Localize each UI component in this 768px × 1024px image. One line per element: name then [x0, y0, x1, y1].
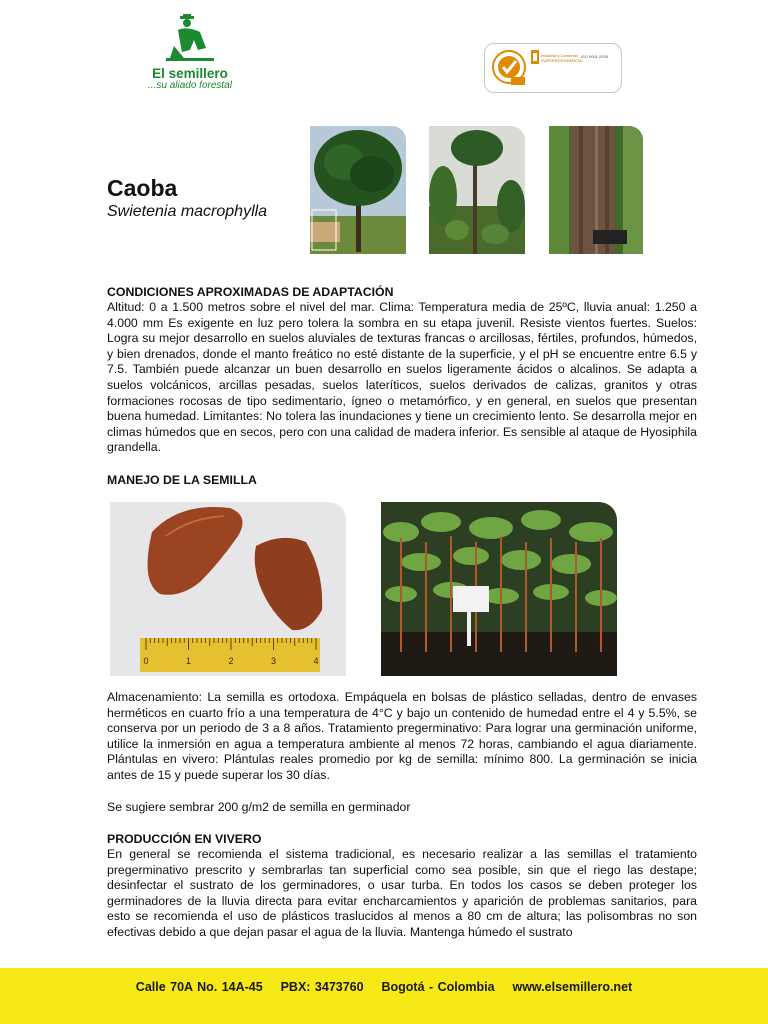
- tree-photo-crown: [310, 126, 406, 254]
- heading-adaptation: CONDICIONES APROXIMADAS DE ADAPTACIÓN: [107, 285, 394, 299]
- brand-tagline: ...su aliado forestal: [148, 80, 232, 91]
- heading-seed: MANEJO DE LA SEMILLA: [107, 473, 257, 487]
- footer-bar: [0, 968, 768, 1024]
- tree-photo-trunk: [549, 126, 643, 254]
- tree-photo-plantation: [429, 126, 525, 254]
- certification-box: [484, 43, 622, 93]
- brand-name: El semillero: [152, 66, 228, 81]
- adaptation-paragraph: Altitud: 0 a 1.500 metros sobre el nivel del mar. Clima: Temperatura media de 25ºC, lluvia anual: 1.250 a 4.000 mm Es exigente en luz pero tolera la sombra en su etapa juvenil. Resiste vientos fuertes. Suelos: Logra su mejor desarrollo en suelos aluviales de texturas francas o arcillosas, fértiles, profundos, húmedos, y bien drenados, donde el manto freático no esté distante de la superficie, y el pH se encuentre entre 6.5 y 7.5. También puede alcanzar un buen desarrollo en suelos ligeramente ácidos o alcalinos. Se adapta a suelos volcánicos, arcillas pesadas, suelos lateríticos, suelos derivados de calizas, granitos y otras formaciones rocosas de tipo sedimentario, ígneo o metamórfico, y en general, en suelos que presentan buena humedad. Limitantes: No tolera las inundaciones y tiene un crecimiento lento. Se desarrolla mejor en climas húmedos que en secos, pero con una calidad de madera inferior. Es sensible al ataque de Hyosiphila grandella.: [107, 300, 697, 455]
- footer-address: Calle 70A No. 14A-45 PBX: 3473760 Bogotá - Colombia www.elsemillero.net: [135, 980, 633, 994]
- species-common-name: Caoba: [107, 175, 178, 201]
- certification-seal-icon: [491, 49, 527, 87]
- company-logo: [140, 14, 240, 91]
- ruler-label: 4: [313, 656, 319, 666]
- seed-photo: [110, 502, 346, 676]
- ruler-label: 2: [228, 656, 234, 666]
- species-scientific-name: Swietenia macrophylla: [107, 203, 268, 220]
- seed-sowing-note: Se sugiere sembrar 200 g/m2 de semilla en germinador: [107, 800, 411, 814]
- ruler-label: 3: [270, 656, 277, 666]
- ruler-label: 0: [143, 656, 149, 666]
- nursery-paragraph: En general se recomienda el sistema tradicional, es necesario realizar a las semillas el tratamiento pregerminativo prescrito y sembrarlas tan superficial como sea posible, sin que el riego las destape; desinfectar el sustrato de los germinadores, o usar turba. En todos los casos se deben proteger los germinadores de la lluvia directa para evitar encharcamientos y aparición de problemas sanitarios, para esto se recomienda el uso de plásticos traslucidos al menos a 80 cm de altura; las polisombras no son efectivas debido a que dejan pasar el agua de la lluvia. Mantenga húmedo el sustrato: [107, 847, 697, 939]
- seedlings-photo: [381, 502, 617, 676]
- sic-emblem-icon: [529, 50, 541, 64]
- cert-authority-text: Industria y Comercio SUPERINTENDENCIA: [541, 53, 582, 63]
- seed-paragraph: Almacenamiento: La semilla es ortodoxa. Empáquela en bolsas de plástico selladas, dentro de envases herméticos en cuarto frío a una temperatura de 4°C y bajo un contenido de humedad entre el 4 y 5.5%, se conserva por un periodo de 3 a 8 años. Tratamiento pregerminativo: Para lograr una germinación uniforme, utilice la inmersión en agua a temperatura ambiente al menos 72 horas, cambiando el agua diariamente. Plántulas en vivero: Plántulas reales promedio por kg de semilla: mínimo 800. La germinación se inicia antes de 15 y puede superar los 30 días.: [107, 690, 697, 782]
- farmer-logo-icon: [160, 14, 220, 64]
- heading-nursery: PRODUCCIÓN EN VIVERO: [107, 832, 262, 846]
- cert-iso-text: ISO 9001:2008: [581, 54, 608, 59]
- ruler-label: 1: [185, 656, 192, 666]
